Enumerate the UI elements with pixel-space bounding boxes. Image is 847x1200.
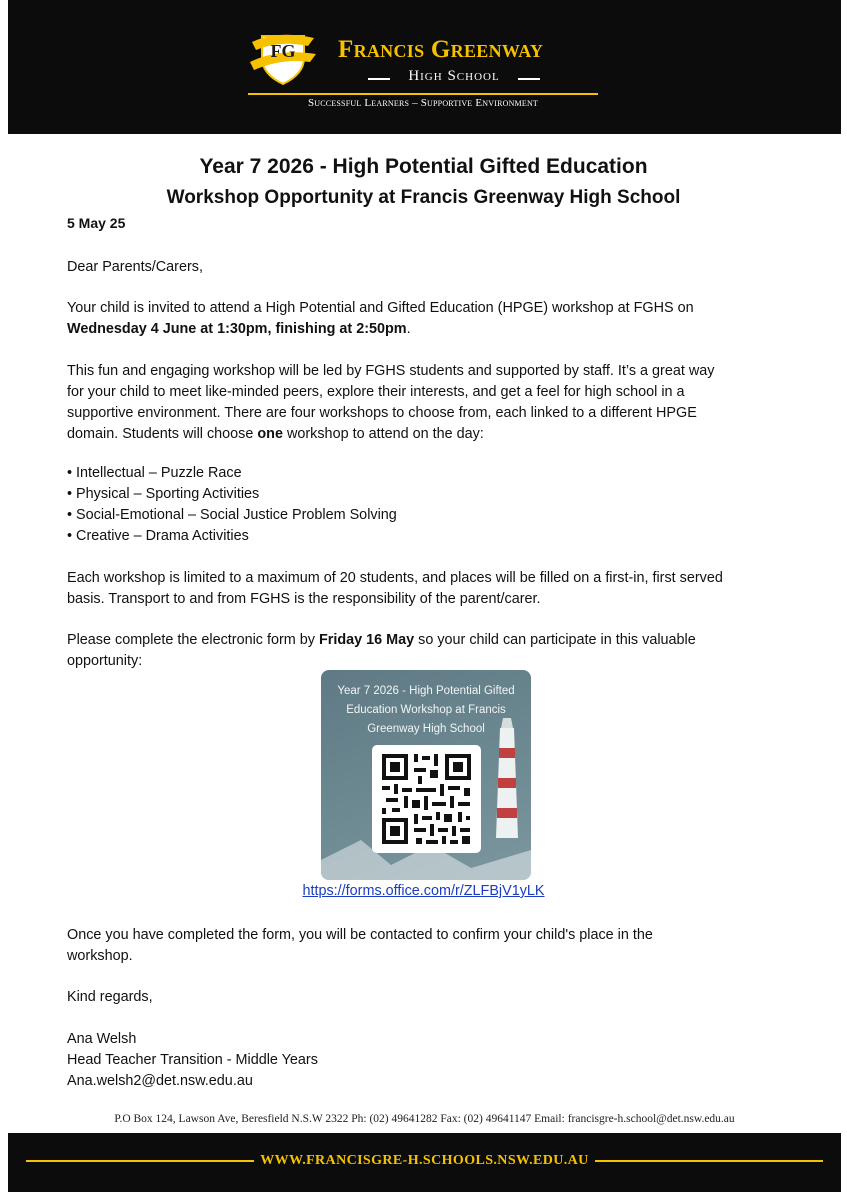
closing: Kind regards, <box>67 989 153 1005</box>
school-header <box>8 0 841 134</box>
list-item: • Intellectual – Puzzle Race <box>67 463 397 484</box>
list-item: • Social-Emotional – Social Justice Problem Solving <box>67 505 397 526</box>
school-subtitle: High School <box>368 68 540 90</box>
letter-date: 5 May 25 <box>67 215 126 231</box>
signatory-email[interactable]: Ana.welsh2@det.nsw.edu.au <box>67 1073 253 1089</box>
paragraph-limits: Each workshop is limited to a maximum of 20 students, and places will be filled on a first-in, first served basis. Transport to and from FGHS is the responsibility of the parent/carer. <box>67 570 723 607</box>
lighthouse-icon <box>492 714 522 838</box>
paragraph-confirmation: Once you have completed the form, you will be contacted to confirm your child's place in the workshop. <box>67 927 653 964</box>
paragraph-deadline: Please complete the electronic form by Friday 16 May so your child can participate in this valuable opportunity: <box>67 632 696 669</box>
salutation: Dear Parents/Carers, <box>67 259 203 275</box>
svg-text:FG: FG <box>270 41 296 61</box>
header-divider <box>248 93 598 95</box>
form-link[interactable]: https://forms.office.com/r/ZLFBjV1yLK <box>302 883 545 899</box>
paragraph-description: This fun and engaging workshop will be led by FGHS students and supported by staff. It’s a great way for your child to meet like-minded peers, explore their interests, and get a feel for high school in a supportive environment. There are four workshops to choose from, each linked to a different HPGE domain. Students will choose one workshop to attend on the day: <box>67 363 715 442</box>
workshop-list <box>67 463 397 547</box>
signature-block <box>67 1029 787 1092</box>
list-item: • Physical – Sporting Activities <box>67 484 397 505</box>
signatory-name: Ana Welsh <box>67 1031 137 1047</box>
qr-card-title: Year 7 2026 - High Potential Gifted Education Workshop at Francis Greenway High School <box>337 685 515 735</box>
qr-code-icon <box>372 745 481 853</box>
footer-bar <box>8 1133 841 1192</box>
list-item: • Creative – Drama Activities <box>67 526 397 547</box>
school-motto: Successful Learners – Supportive Environment <box>307 97 539 109</box>
letter-subtitle: Workshop Opportunity at Francis Greenway High School <box>166 187 681 208</box>
paragraph-invitation: Your child is invited to attend a High Potential and Gifted Education (HPGE) workshop at FGHS on Wednesday 4 June at 1:30pm, finishing at 2:50pm. <box>67 300 694 337</box>
footer-address: P.O Box 124, Lawson Ave, Beresfield N.S.W 2322 Ph: (02) 49641282 Fax: (02) 49641147 Email: francisgre-h.school@det.nsw.edu.au <box>114 1113 735 1125</box>
school-name: Francis Greenway <box>338 36 544 63</box>
signatory-title: Head Teacher Transition - Middle Years <box>67 1052 318 1068</box>
qr-code[interactable] <box>372 745 481 853</box>
footer-website-link[interactable]: WWW.FRANCISGRE-H.SCHOOLS.NSW.EDU.AU <box>254 1153 594 1168</box>
school-crest-icon <box>248 28 318 86</box>
letter-title: Year 7 2026 - High Potential Gifted Education <box>199 155 648 178</box>
